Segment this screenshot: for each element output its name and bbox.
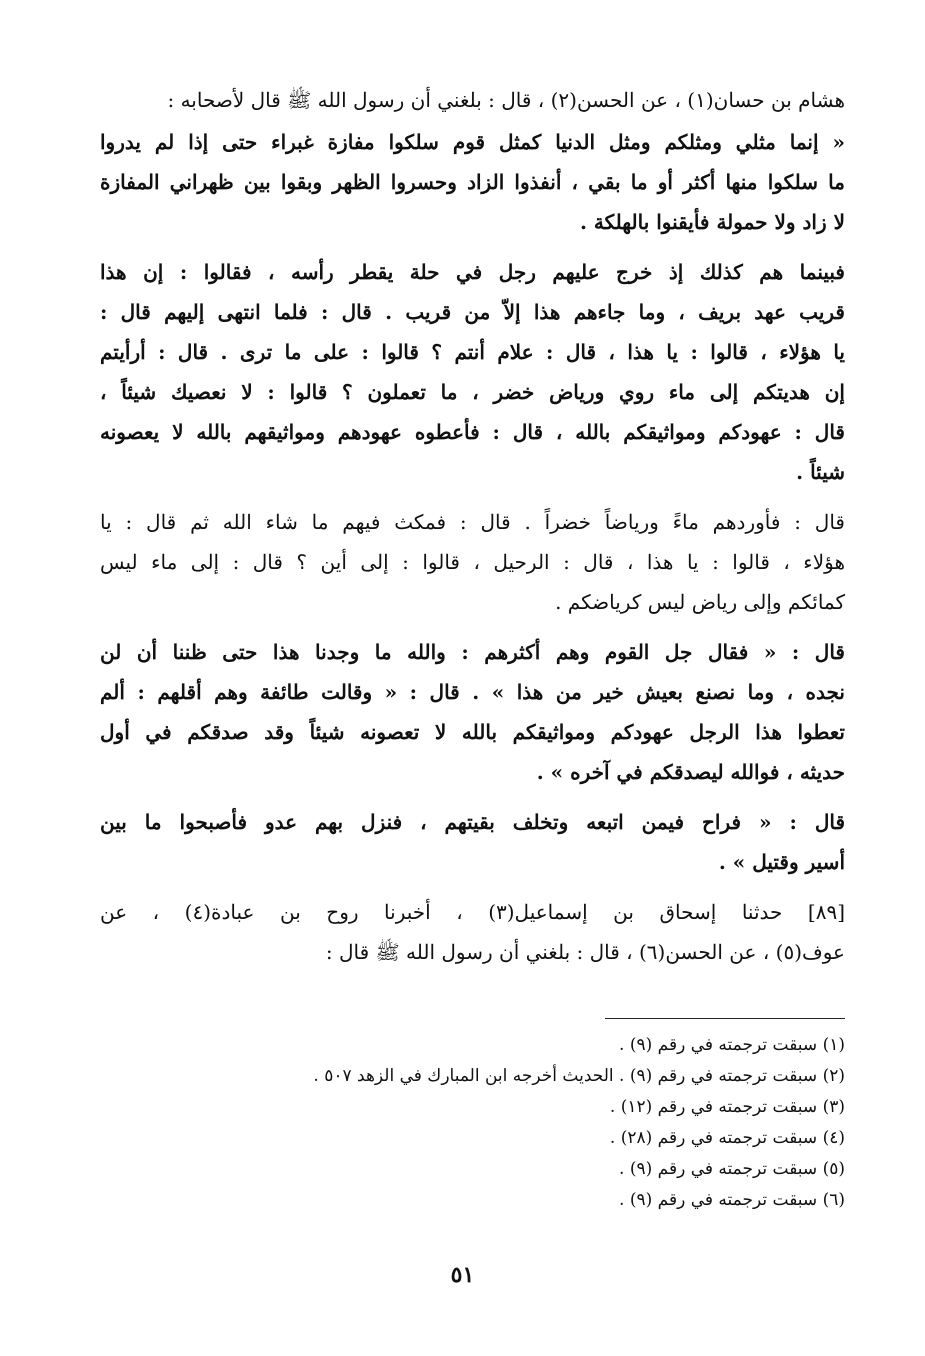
text-line: لا زاد ولا حمولة فأيقنوا بالهلكة .: [579, 210, 845, 234]
text-line: قال : عهودكم ومواثيقكم بالله ، قال : فأعطوه عهودهم ومواثيقهم بالله لا يعصونه: [100, 420, 845, 444]
text-line: نجده ، وما نصنع بعيش خير من هذا » . قال : « وقالت طائفة وهم أقلهم : ألم: [100, 680, 845, 704]
text-line: أسير وقتيل » .: [718, 850, 845, 874]
text-line: هشام بن حسان(١) ، عن الحسن(٢) ، قال : بلغني أن رسول الله ﷺ قال لأصحابه :: [167, 88, 845, 112]
footnote-item: (٢) سبقت ترجمته في رقم (٩) . الحديث أخرجه ابن المبارك في الزهد ٥٠٧ .: [313, 1066, 845, 1086]
text-line: حديثه ، فوالله ليصدقكم في آخره » .: [536, 760, 845, 784]
paragraph-isnad-89: [100, 892, 845, 972]
paragraph-intro: [100, 80, 845, 120]
text-line: إن هديتكم إلى ماء روي ورياض خضر ، ما تعملون ؟ قالوا : لا نعصيك شيئاً ،: [100, 380, 845, 404]
footnote-item: (٦) سبقت ترجمته في رقم (٩) .: [619, 1190, 845, 1210]
footnote-divider: [605, 1018, 845, 1019]
text-line: فبينما هم كذلك إذ خرج عليهم رجل في حلة يقطر رأسه ، فقالوا : إن هذا: [100, 260, 845, 284]
text-line: شيئاً .: [796, 460, 845, 484]
text-line: كمائكم وإلى رياض ليس كرياضكم .: [555, 590, 845, 614]
text-line: قال : « فراح فيمن اتبعه وتخلف بقيتهم ، فنزل بهم عدو فأصبحوا ما بين: [100, 810, 846, 834]
text-line: يا هؤلاء ، قالوا : يا هذا ، قال : علام أنتم ؟ قالوا : على ما ترى . قال : أرأيتم: [100, 340, 845, 364]
page-number: ٥١: [450, 1262, 475, 1288]
footnotes-list: [100, 1030, 845, 1216]
text-line: قال : « فقال جل القوم وهم أكثرهم : والله ما وجدنا هذا حتى ظننا أن لن: [100, 640, 845, 664]
paragraph-hadith-5: [100, 802, 845, 882]
footnote-item: (٥) سبقت ترجمته في رقم (٩) .: [619, 1159, 845, 1179]
text-line: قريب عهد بريف ، وما جاءهم هذا إلاّ من قريب . قال : فلما انتهى إليهم قال :: [100, 300, 845, 324]
text-line: قال : فأوردهم ماءً ورياضاً خضراً . قال : فمكث فيهم ما شاء الله ثم قال : يا: [100, 510, 845, 534]
footnote-item: (٣) سبقت ترجمته في رقم (١٢) .: [609, 1097, 845, 1117]
text-line: ما سلكوا منها أكثر أو ما بقي ، أنفذوا الزاد وحسروا الظهر وبقوا بين ظهراني المفازة: [100, 170, 845, 194]
text-line: « إنما مثلي ومثلكم ومثل الدنيا كمثل قوم سلكوا مفازة غبراء حتى إذا لم يدروا: [100, 130, 845, 154]
paragraph-hadith-2: [100, 252, 845, 492]
paragraph-hadith-3: [100, 502, 845, 622]
page-body: [100, 80, 845, 972]
paragraph-hadith-4: [100, 632, 845, 792]
paragraph-hadith-1: [100, 122, 845, 242]
footnote-item: (٤) سبقت ترجمته في رقم (٢٨) .: [609, 1128, 845, 1148]
text-line: [٨٩] حدثنا إسحاق بن إسماعيل(٣) ، أخبرنا روح بن عبادة(٤) ، عن: [100, 900, 845, 924]
text-line: تعطوا هذا الرجل عهودكم ومواثيقكم بالله لا تعصونه شيئاً وقد صدقكم في أول: [100, 720, 845, 744]
footnote-item: (١) سبقت ترجمته في رقم (٩) .: [619, 1035, 845, 1055]
text-line: عوف(٥) ، عن الحسن(٦) ، قال : بلغني أن رسول الله ﷺ قال :: [325, 940, 845, 964]
text-line: هؤلاء ، قالوا : يا هذا ، قال : الرحيل ، قالوا : إلى أين ؟ قال : إلى ماء ليس: [100, 550, 845, 574]
